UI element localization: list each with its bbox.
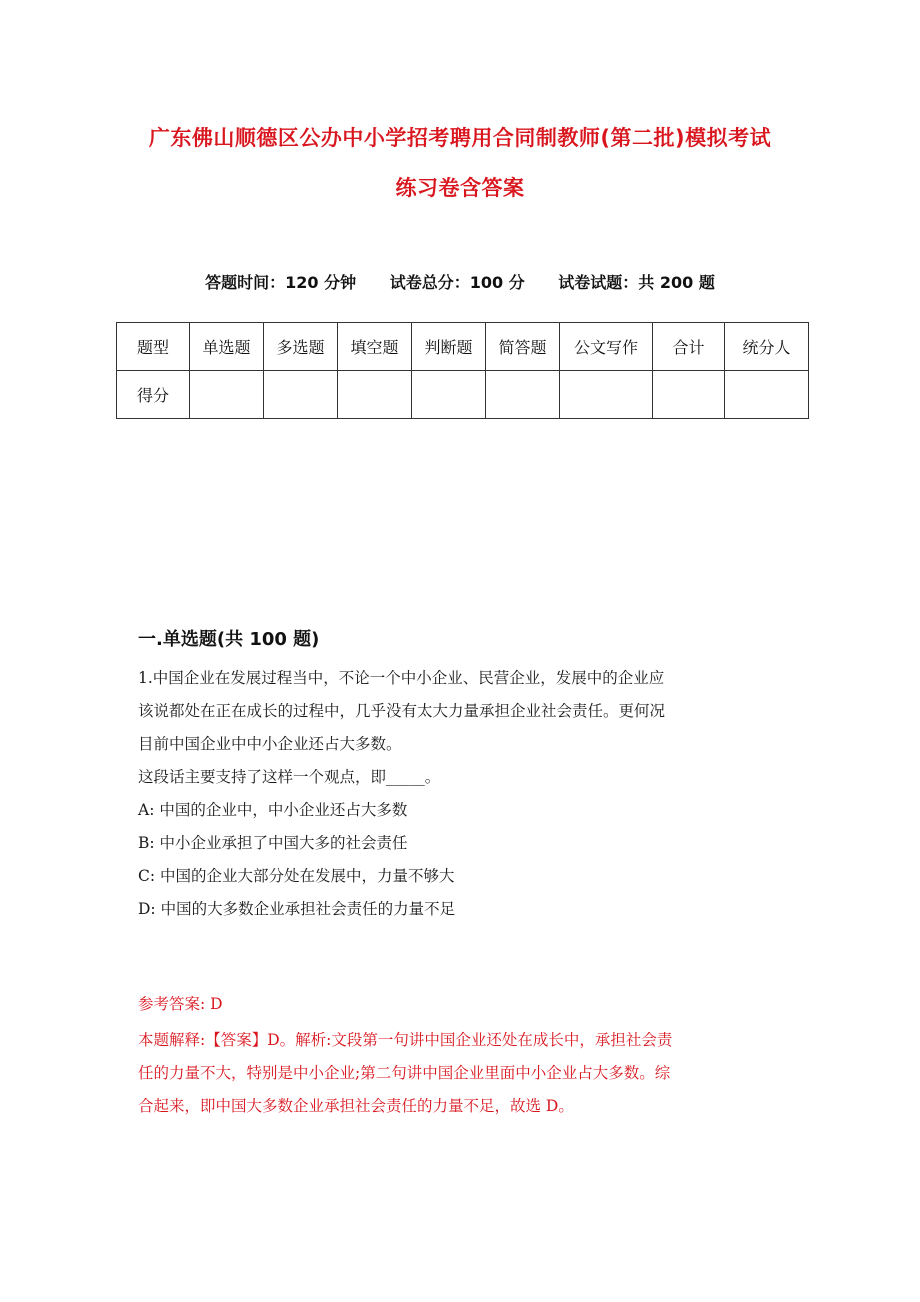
question-stem-line: 这段话主要支持了这样一个观点，即_____。 [138,768,441,786]
header-cell: 合计 [653,323,725,371]
question-stem-line: 该说都处在正在成长的过程中，几乎没有太大力量承担企业社会责任。更何况 [138,702,666,720]
option-d: D: 中国的大多数企业承担社会责任的力量不足 [138,900,456,918]
header-cell: 公文写作 [560,323,653,371]
row-label-cell: 得分 [117,371,190,419]
document-title-line-2: 练习卷含答案 [395,176,525,200]
exam-question-count: 试卷试题：共 200 题 [558,273,715,292]
exam-total-score: 试卷总分：100 分 [389,273,525,292]
reference-answer: 参考答案: D [138,995,223,1013]
score-table-header-row [117,323,809,371]
explanation-line: 本题解释:【答案】D。解析:文段第一句讲中国企业还处在成长中，承担社会责 [138,1031,673,1049]
score-table [116,322,809,419]
explanation-line: 任的力量不大，特别是中小企业;第二句讲中国企业里面中小企业占大多数。综 [138,1064,671,1082]
exam-time: 答题时间：120 分钟 [205,273,357,292]
question-stem-line: 目前中国企业中中小企业还占大多数。 [138,735,402,753]
document-title-line-1: 广东佛山顺德区公办中小学招考聘用合同制教师(第二批)模拟考试 [148,126,772,150]
header-cell: 多选题 [264,323,338,371]
score-cell [725,371,809,419]
score-cell [264,371,338,419]
score-cell [190,371,264,419]
score-cell [560,371,653,419]
question-stem-line: 1.中国企业在发展过程当中，不论一个中小企业、民营企业，发展中的企业应 [138,669,665,687]
option-a: A: 中国的企业中，中小企业还占大多数 [138,801,408,819]
question-block [138,662,788,926]
header-cell: 简答题 [486,323,560,371]
header-cell: 单选题 [190,323,264,371]
score-cell [653,371,725,419]
score-cell [338,371,412,419]
option-c: C: 中国的企业大部分处在发展中，力量不够大 [138,867,455,885]
header-cell: 填空题 [338,323,412,371]
header-cell: 题型 [117,323,190,371]
answer-explanation [138,1024,788,1123]
section-title: 一.单选题(共 100 题) [138,629,320,650]
header-cell: 统分人 [725,323,809,371]
option-b: B: 中小企业承担了中国大多的社会责任 [138,834,408,852]
exam-meta [0,270,920,293]
score-cell [412,371,486,419]
score-cell [486,371,560,419]
score-table-score-row [117,371,809,419]
explanation-line: 合起来，即中国大多数企业承担社会责任的力量不足，故选 D。 [138,1097,574,1115]
header-cell: 判断题 [412,323,486,371]
